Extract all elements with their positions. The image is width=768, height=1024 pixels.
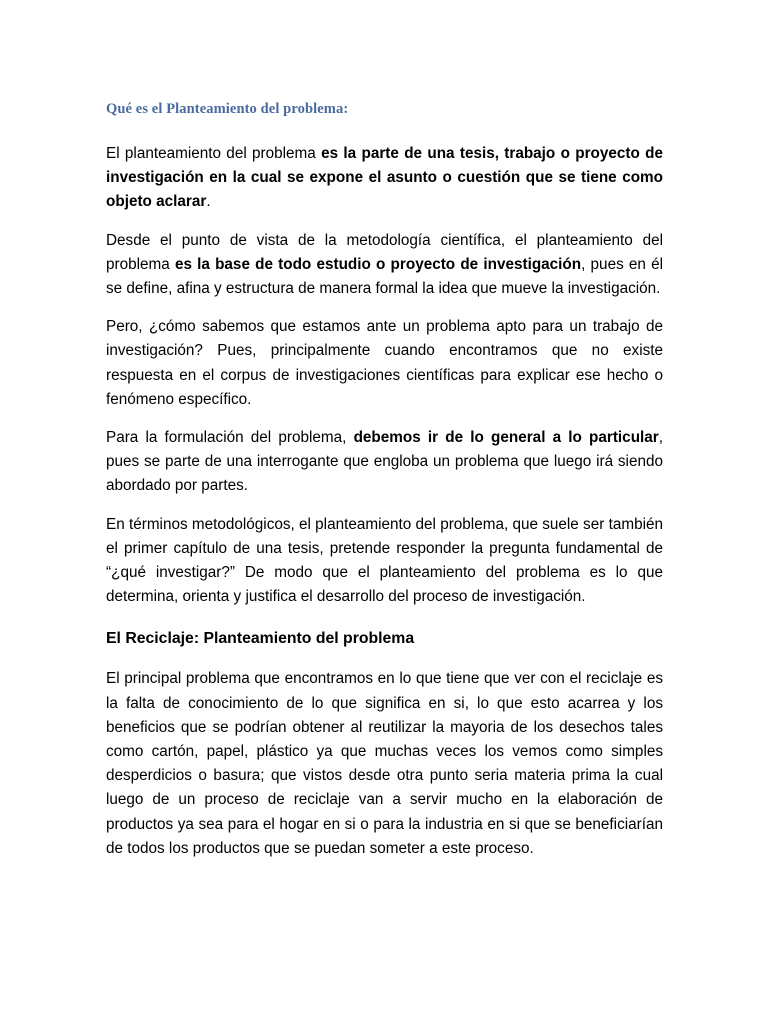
page-title: Qué es el Planteamiento del problema: <box>106 101 349 117</box>
text-run: El principal problema que encontramos en lo que tiene que ver con el reciclaje es la falta de conocimiento de lo que significa en si, lo que esto acarrea y los beneficios que se podrían obtener al reutilizar la mayoria de los desechos tales como cartón, papel, plástico ya que muchas veces los vemos como simples desperdicios o basura; que vistos desde otra punto seria materia prima la cual luego de un proceso de reciclaje van a servir mucho en la elaboración de productos ya sea para el hogar en si o para la industria en si que se beneficiarían de todos los productos que se puedan someter a este proceso. <box>106 670 663 857</box>
text-run: , pues en él se define, afina y estructura de manera formal la idea que mueve la investigación. <box>106 255 663 298</box>
text-run: Desde el punto de vista de la metodología científica, el planteamiento del problema <box>106 231 663 273</box>
text-run: En términos metodológicos, el planteamiento del problema, que suele ser también el primer capítulo de una tesis, pretende responder la pregunta fundamental de “¿qué investigar?” De modo que el planteamiento del problema es lo que determina, orienta y justifica el desarrollo del proceso de investigación. <box>106 515 663 606</box>
body-paragraph <box>106 315 663 412</box>
body-paragraph <box>106 229 663 302</box>
text-run: Pero, ¿cómo sabemos que estamos ante un problema apto para un trabajo de investigación? Pues, principalmente cuando encontramos que no existe respuesta en el corpus de investigaciones científicas para explicar ese hecho o fenómeno específico. <box>106 318 663 408</box>
emphasis-text-run: debemos ir de lo general a lo particular <box>353 429 659 447</box>
body-paragraph <box>106 513 663 610</box>
emphasis-text-run: es la parte de una tesis, trabajo o proyecto de investigación en la cual se expone el asunto o cuestión que se tiene como objeto aclarar <box>106 145 663 211</box>
text-run: El planteamiento del problema <box>106 145 322 162</box>
emphasis-text-run: es la base de todo estudio o proyecto de investigación <box>174 255 582 273</box>
body-paragraph <box>106 667 663 861</box>
document-text-column <box>106 100 663 861</box>
text-run: Para la formulación del problema, <box>106 429 354 447</box>
body-paragraph <box>106 142 663 215</box>
text-run: . <box>206 193 211 211</box>
text-run: , pues se parte de una interrogante que engloba un problema que luego irá siendo abordado por partes. <box>106 429 663 495</box>
section-heading: El Reciclaje: Planteamiento del problema <box>106 630 415 648</box>
body-paragraph <box>106 426 663 499</box>
